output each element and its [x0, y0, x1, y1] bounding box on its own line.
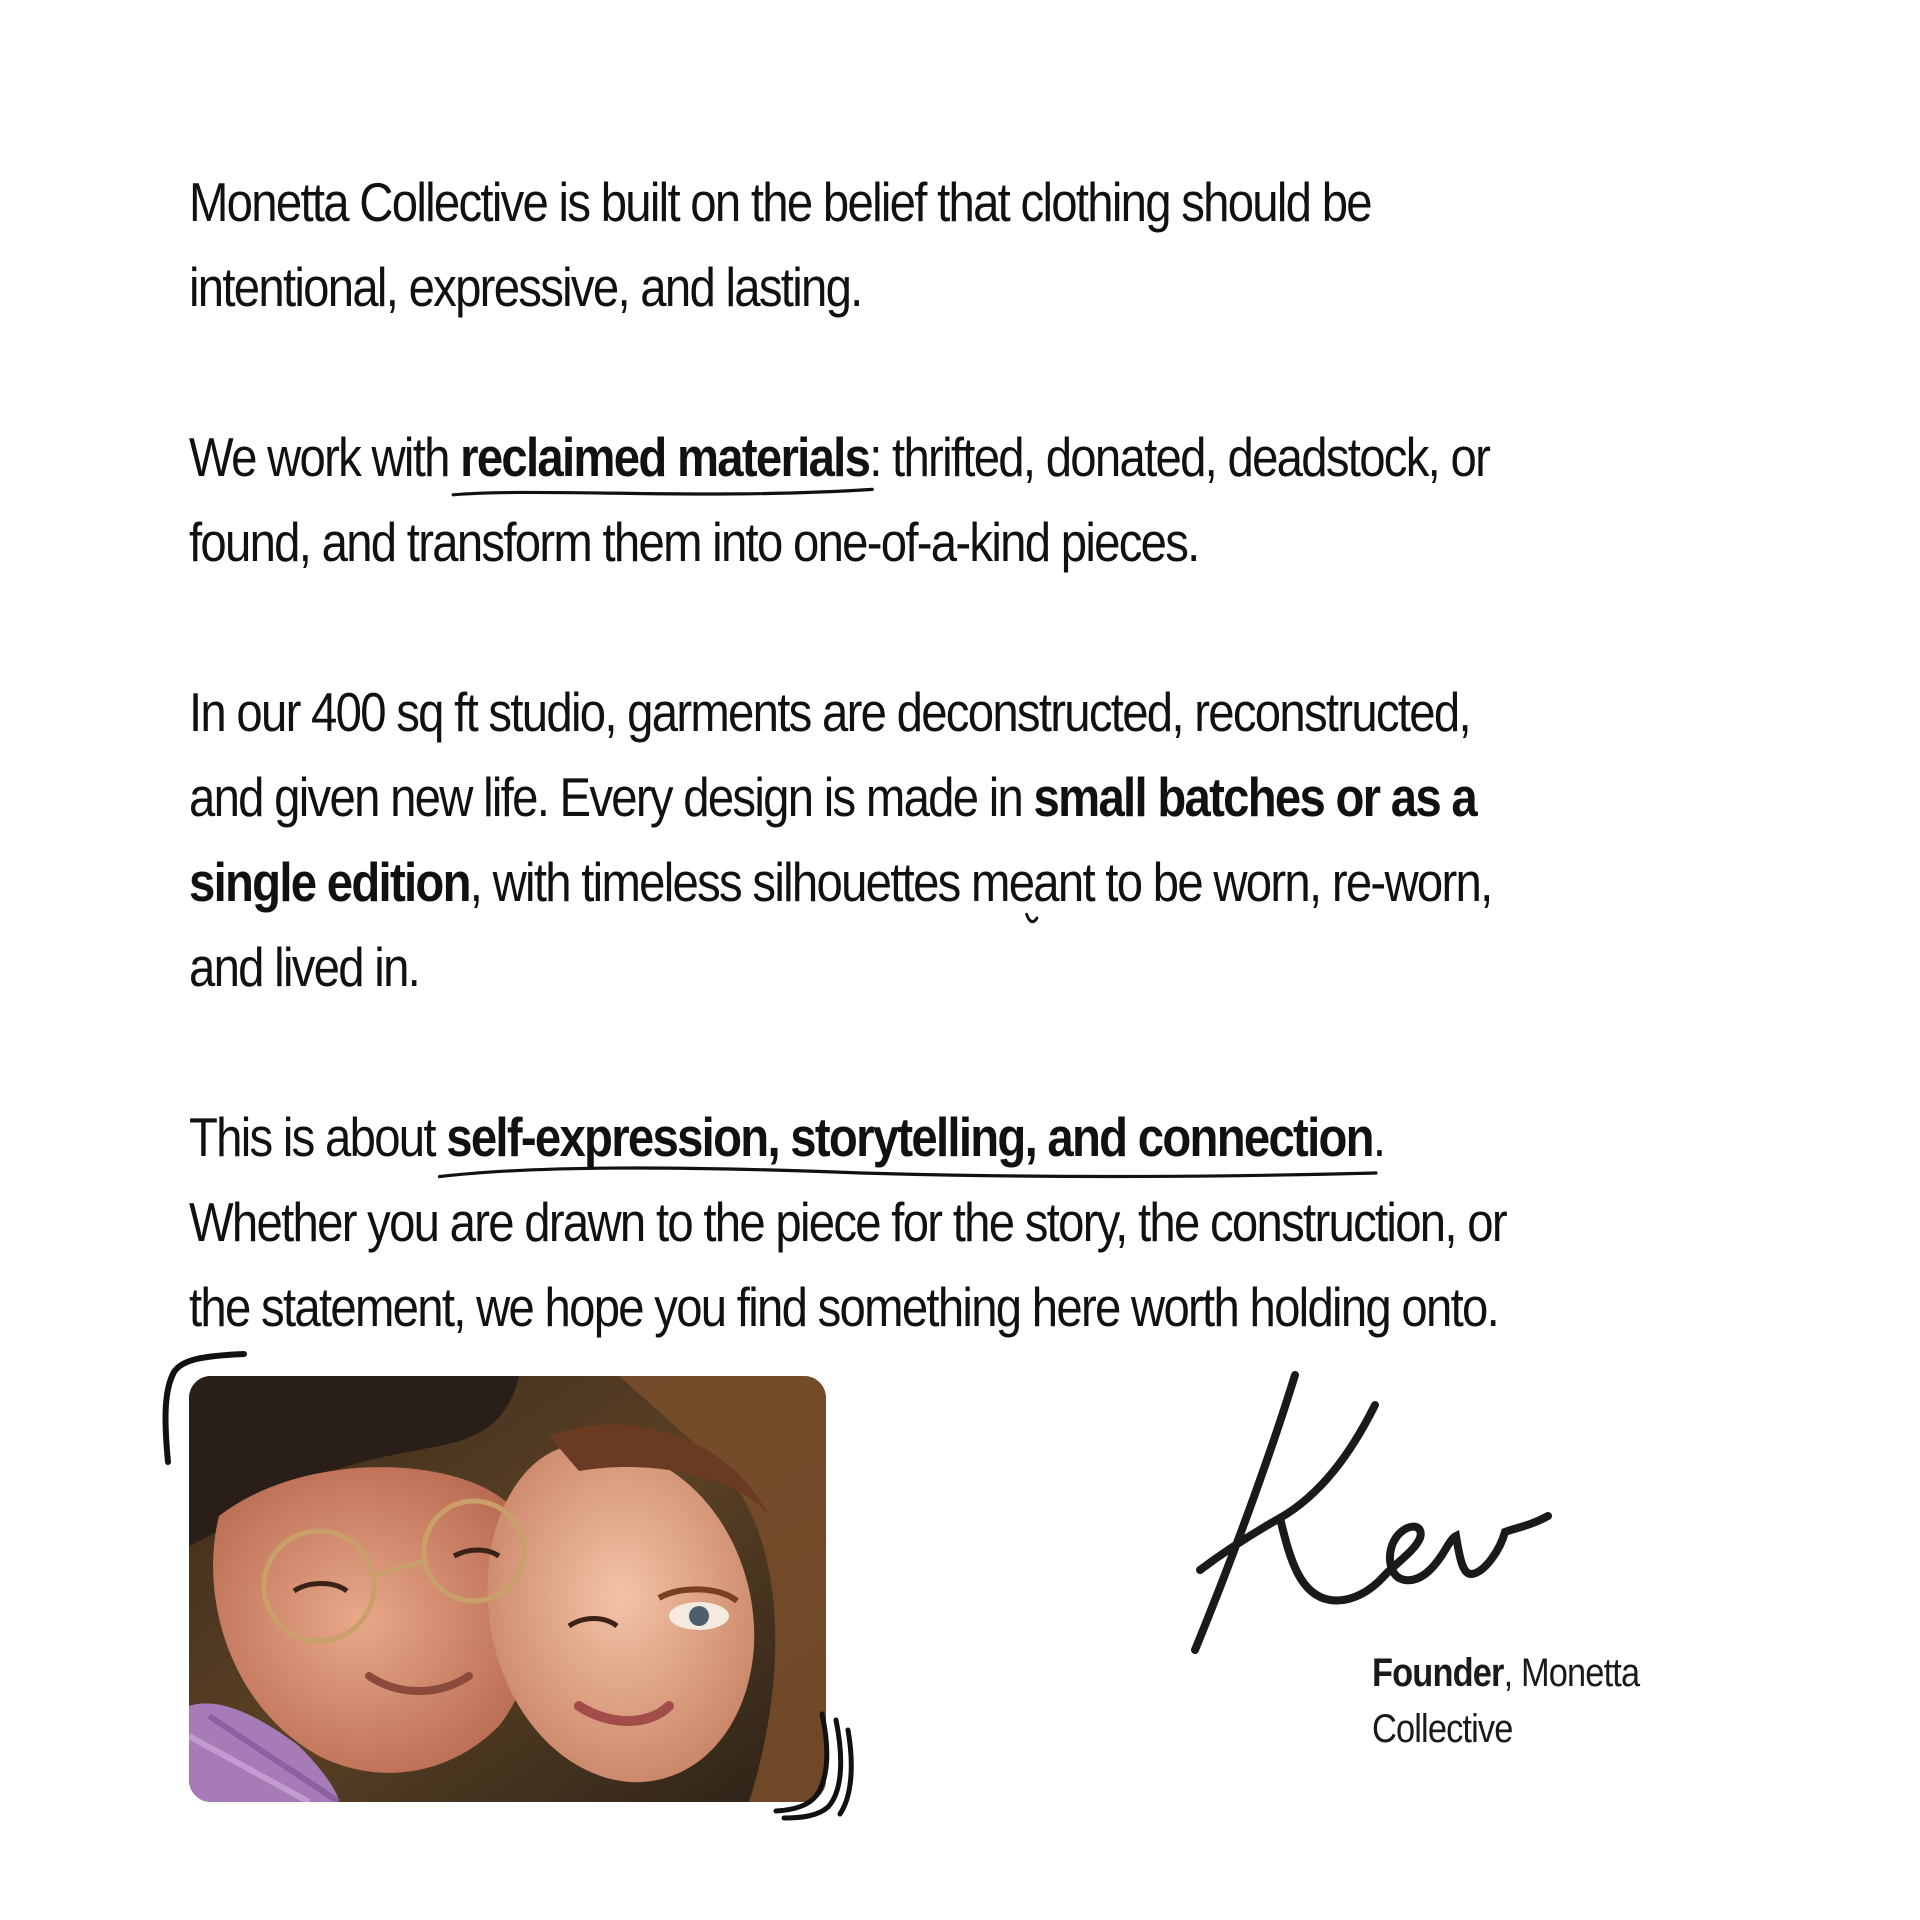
paragraph-intro: Monetta Collective is built on the belief that clothing should be intentional, expressive, and lasting. — [189, 171, 1371, 318]
photo-illustration — [189, 1376, 826, 1802]
underline-stroke — [1027, 909, 1037, 927]
highlight-self-expression: self-expression, storytelling, and connection — [446, 1106, 1373, 1168]
underline-stroke — [439, 1164, 1376, 1182]
founder-signature — [1180, 1360, 1560, 1660]
paragraph-materials: We work with reclaimed materials : thrifted, donated, deadstock, or found, and transform them into one-of-a-kind pieces. — [189, 426, 1490, 573]
mission-statement — [189, 160, 1548, 1435]
founder-photo-frame — [160, 1350, 860, 1840]
paragraph-studio: In our 400 sq ft studio, garments are deconstructed, reconstructed, and given new life. Every design is made in small batches or as a single edition , with timeless silhouettes meant to be worn, re-worn, and lived in. — [189, 681, 1492, 998]
highlight-small-batches: small batches or as a single edition — [189, 766, 1476, 913]
underline-stroke — [453, 484, 872, 502]
corner-bracket-bottom-right — [770, 1710, 860, 1820]
highlight-reclaimed-materials: reclaimed materials — [460, 426, 869, 488]
founder-role: Founder — [1372, 1651, 1504, 1695]
signature-caption — [1372, 1645, 1647, 1757]
founder-photo — [189, 1376, 826, 1802]
founder-org: , Monetta Collective — [1372, 1651, 1640, 1751]
paragraph-expression: This is about self-expression, storytelling, and connection . Whether you are drawn to the piece for the story, the construction, or the statement, we hope you find something here worth holding onto. — [189, 1106, 1506, 1338]
